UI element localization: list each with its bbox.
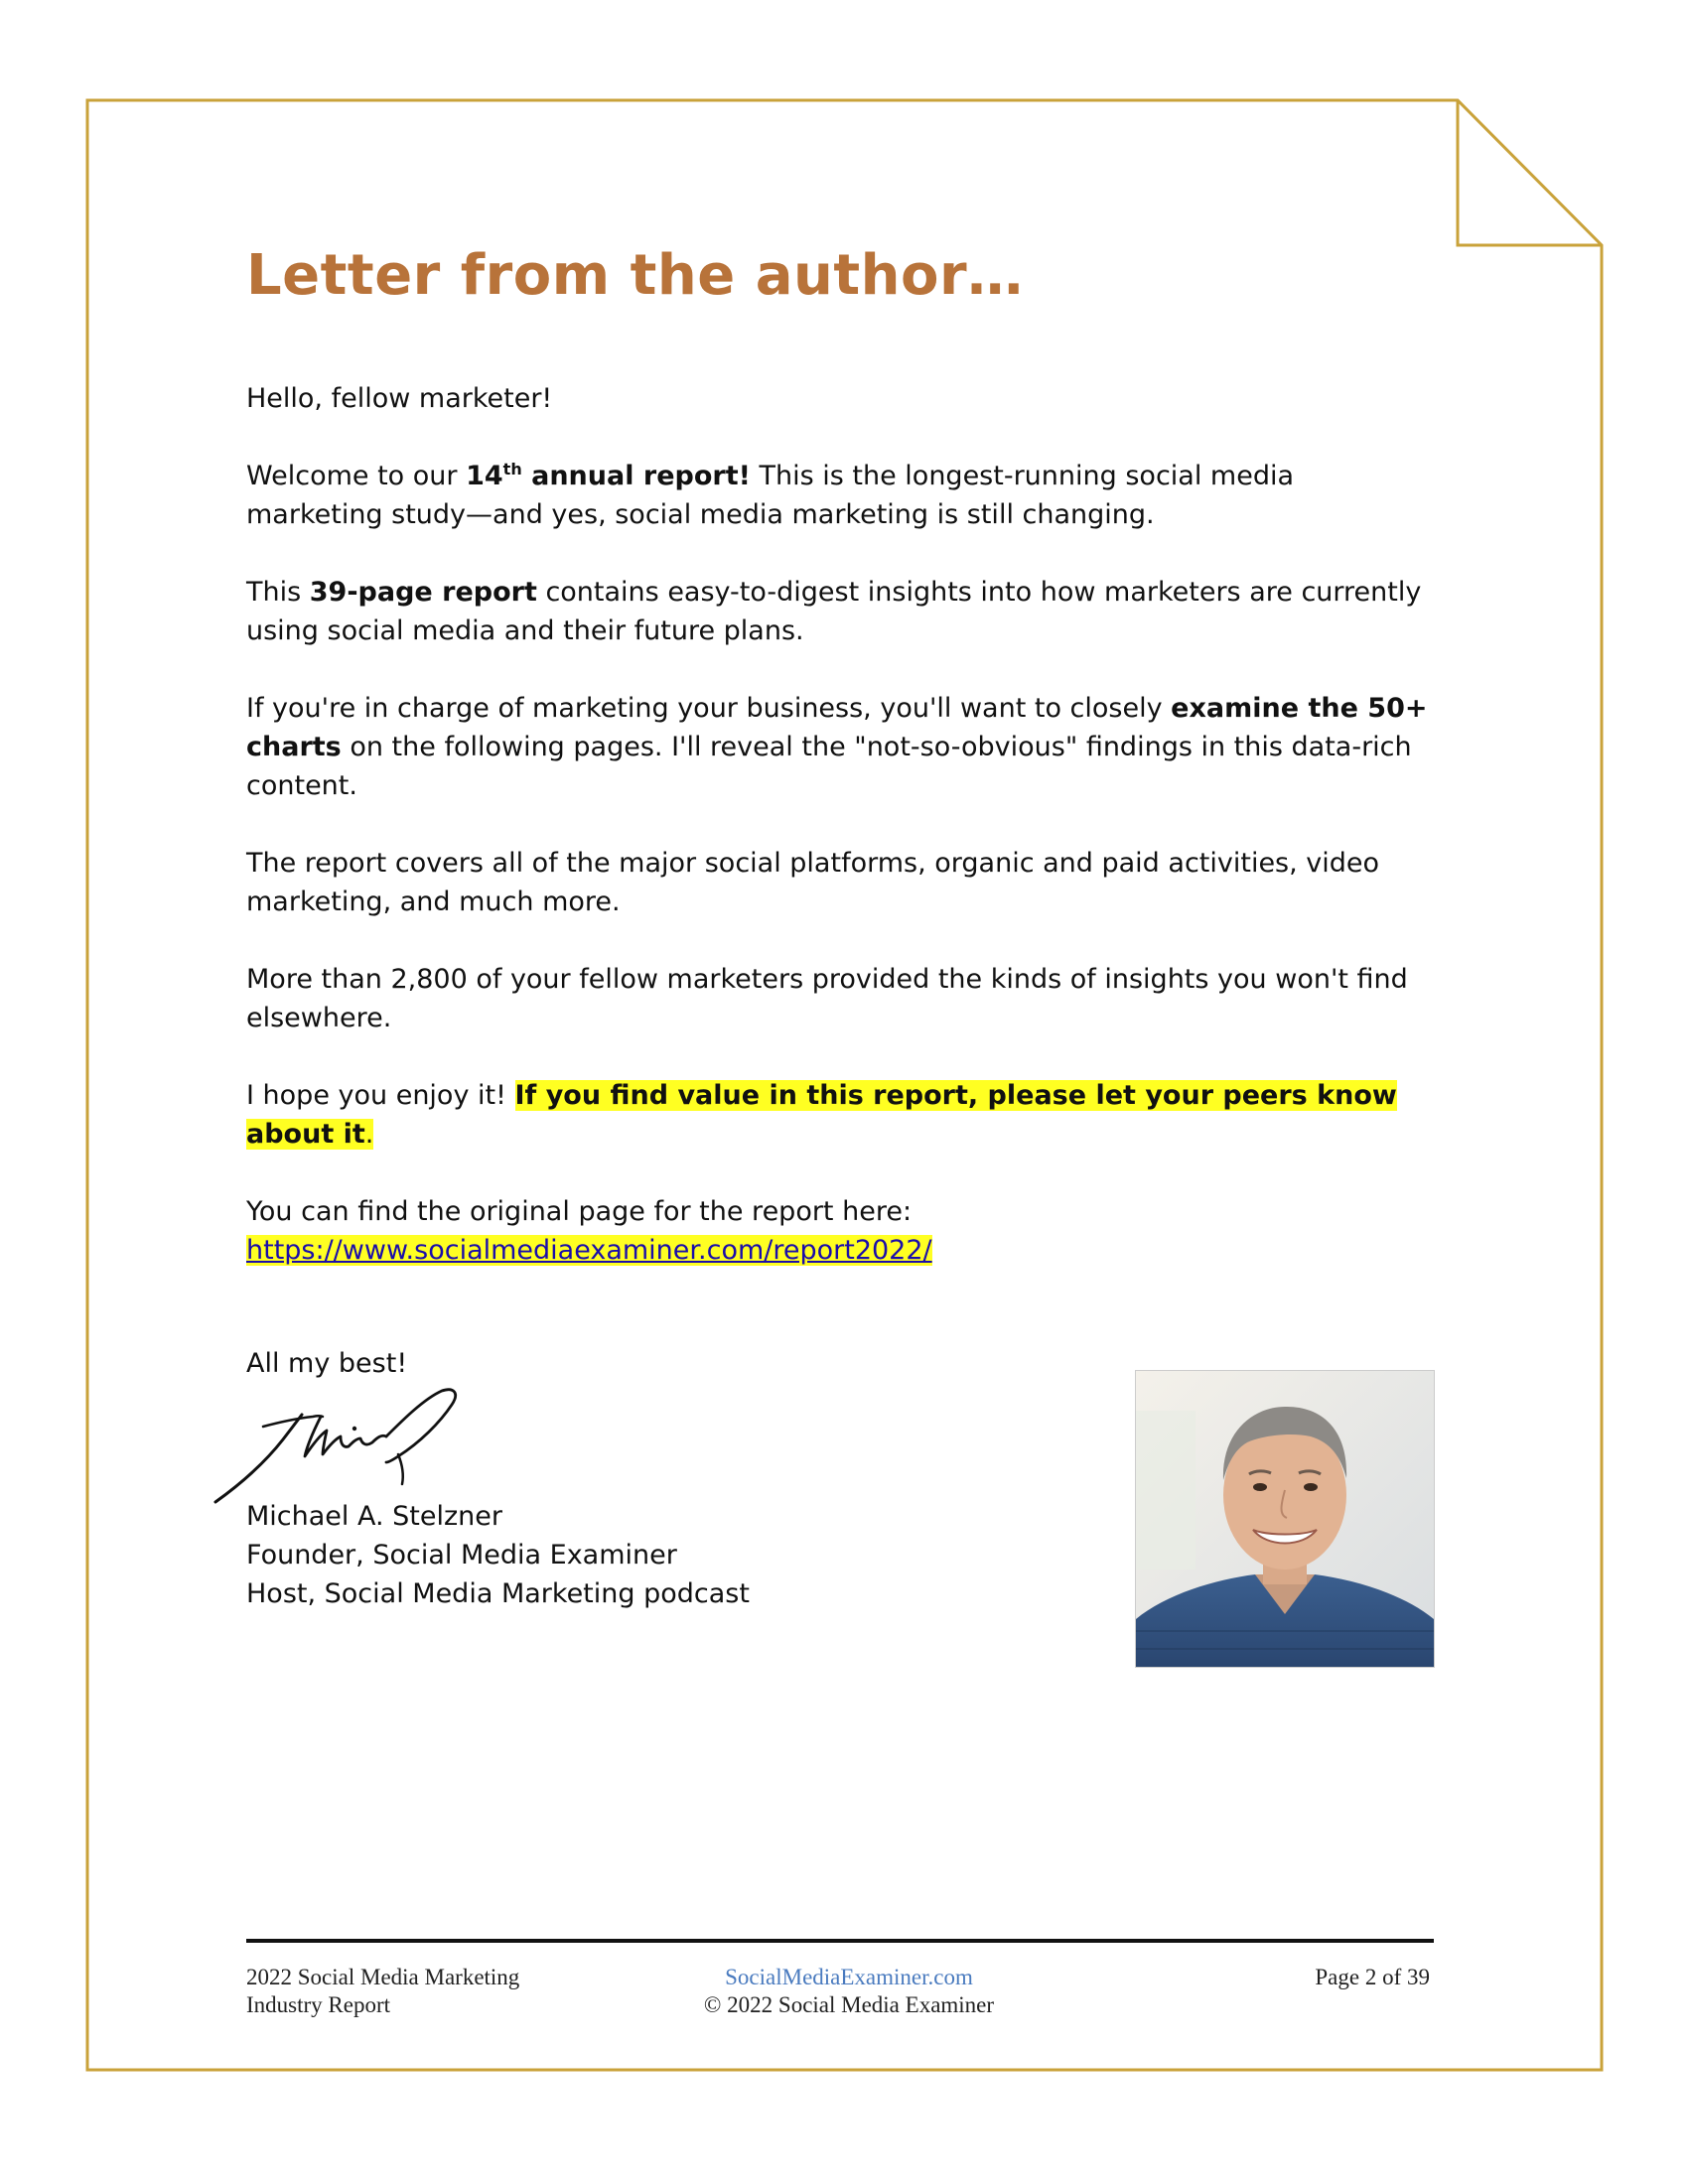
footer-site-link[interactable]: SocialMediaExaminer.com bbox=[725, 1965, 973, 1989]
paragraph-coverage: The report covers all of the major social platforms, organic and paid activities, video marketing, and much more. bbox=[246, 848, 1380, 917]
text: . bbox=[364, 1119, 374, 1150]
footer-report-title bbox=[246, 1964, 519, 2019]
paragraph-report bbox=[246, 573, 1438, 650]
paragraph-enjoy bbox=[246, 1076, 1438, 1154]
author-portrait-illustration bbox=[1136, 1371, 1434, 1667]
text: Welcome to our bbox=[246, 461, 467, 491]
highlighted-request: If you find value in this report, please let your peers know about it bbox=[246, 1080, 1397, 1150]
page-count-emphasis: 39-page report bbox=[309, 577, 537, 608]
footer-page-number: Page 2 of 39 bbox=[1315, 1965, 1430, 1989]
author-photo bbox=[1135, 1370, 1435, 1668]
author-name: Michael A. Stelzner bbox=[246, 1501, 502, 1532]
text: This is the longest-running social media marketing study—and yes, social media marketing is still changing. bbox=[246, 461, 1295, 530]
author-signature-block bbox=[246, 1497, 750, 1613]
text: This bbox=[246, 577, 310, 608]
text: You can find the original page for the report here: bbox=[246, 1196, 913, 1227]
annual-report-emphasis bbox=[466, 461, 751, 491]
page-title: Letter from the author… bbox=[246, 243, 1024, 308]
paragraph-respondents: More than 2,800 of your fellow marketers provided the kinds of insights you won't find elsewhere. bbox=[246, 964, 1408, 1033]
charts-emphasis: examine the 50+ charts bbox=[246, 693, 1428, 762]
paragraph-welcome bbox=[246, 457, 1438, 534]
greeting: Hello, fellow marketer! bbox=[246, 383, 553, 414]
footer-site bbox=[675, 1964, 1023, 2019]
letter-body bbox=[246, 379, 1438, 1308]
text: If you're in charge of marketing your business, you'll want to closely bbox=[246, 693, 1172, 724]
footer-text: 2022 Social Media Marketing bbox=[246, 1965, 520, 1989]
author-role-founder: Founder, Social Media Examiner bbox=[246, 1540, 677, 1570]
text: 14 bbox=[466, 461, 503, 491]
text: contains easy-to-digest insights into how marketers are currently using social media and their future plans. bbox=[246, 577, 1422, 646]
report-link[interactable]: https://www.socialmediaexaminer.com/report2022/ bbox=[246, 1235, 932, 1266]
paragraph-original-page bbox=[246, 1192, 1438, 1270]
signature-image bbox=[204, 1385, 472, 1514]
superscript: th bbox=[502, 460, 522, 478]
footer-divider bbox=[246, 1939, 1434, 1943]
closing: All my best! bbox=[246, 1348, 408, 1379]
paragraph-charts bbox=[246, 689, 1438, 805]
footer-text: Industry Report bbox=[246, 1992, 391, 2017]
text: I hope you enjoy it! bbox=[246, 1080, 515, 1111]
text: annual report! bbox=[521, 461, 751, 491]
footer-copyright: © 2022 Social Media Examiner bbox=[703, 1992, 995, 2017]
author-role-host: Host, Social Media Marketing podcast bbox=[246, 1578, 750, 1609]
text: on the following pages. I'll reveal the "not-so-obvious" findings in this data-rich content. bbox=[246, 732, 1412, 801]
